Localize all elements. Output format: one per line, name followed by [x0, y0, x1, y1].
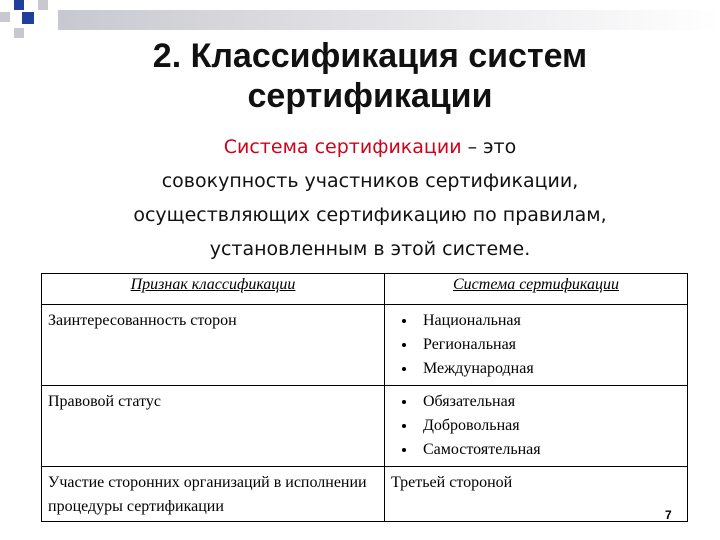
row-3-feature: Участие сторонних организаций в исполнении процедуры сертификации: [42, 467, 385, 522]
table-row: [42, 305, 688, 386]
page-title: [60, 36, 680, 116]
list-item: • Международная: [417, 357, 681, 381]
definition-line-3: осуществляющих сертификацию по правилам,: [133, 204, 607, 226]
header-system-label: Система сертификации: [452, 276, 620, 293]
title-line-2: сертификации: [247, 77, 493, 115]
row-3-system: Третьей стороной: [385, 467, 688, 522]
corner-decoration: [0, 0, 720, 40]
row-2-feature: Правовой статус: [42, 386, 385, 467]
header-feature: [42, 274, 385, 305]
row-2-systems: [385, 386, 688, 467]
list-item: • Региональная: [417, 333, 681, 357]
definition-line-4: установленным в этой системе.: [209, 238, 531, 260]
definition-term: Система сертификации: [223, 136, 462, 158]
table-row: [42, 467, 688, 522]
definition-line-1-rest: – это: [461, 136, 517, 158]
definition-text: [60, 130, 680, 266]
row-1-feature: Заинтересованность сторон: [42, 305, 385, 386]
header-feature-label: Признак классификации: [130, 276, 296, 293]
list-item: • Самостоятельная: [417, 438, 681, 462]
row-1-systems: [385, 305, 688, 386]
table-header-row: [42, 274, 688, 305]
page-number: 7: [665, 508, 672, 522]
row-2-list: [391, 390, 681, 462]
definition-line-2: совокупность участников сертификации,: [161, 170, 579, 192]
title-line-1: 2. Классификация систем: [152, 37, 588, 75]
header-system: [385, 274, 688, 305]
classification-table: [41, 273, 688, 522]
list-item: • Добровольная: [417, 414, 681, 438]
row-1-list: [391, 309, 681, 381]
definition-line-1: [60, 130, 680, 164]
table-row: [42, 386, 688, 467]
list-item: • Национальная: [417, 309, 681, 333]
list-item: • Обязательная: [417, 390, 681, 414]
